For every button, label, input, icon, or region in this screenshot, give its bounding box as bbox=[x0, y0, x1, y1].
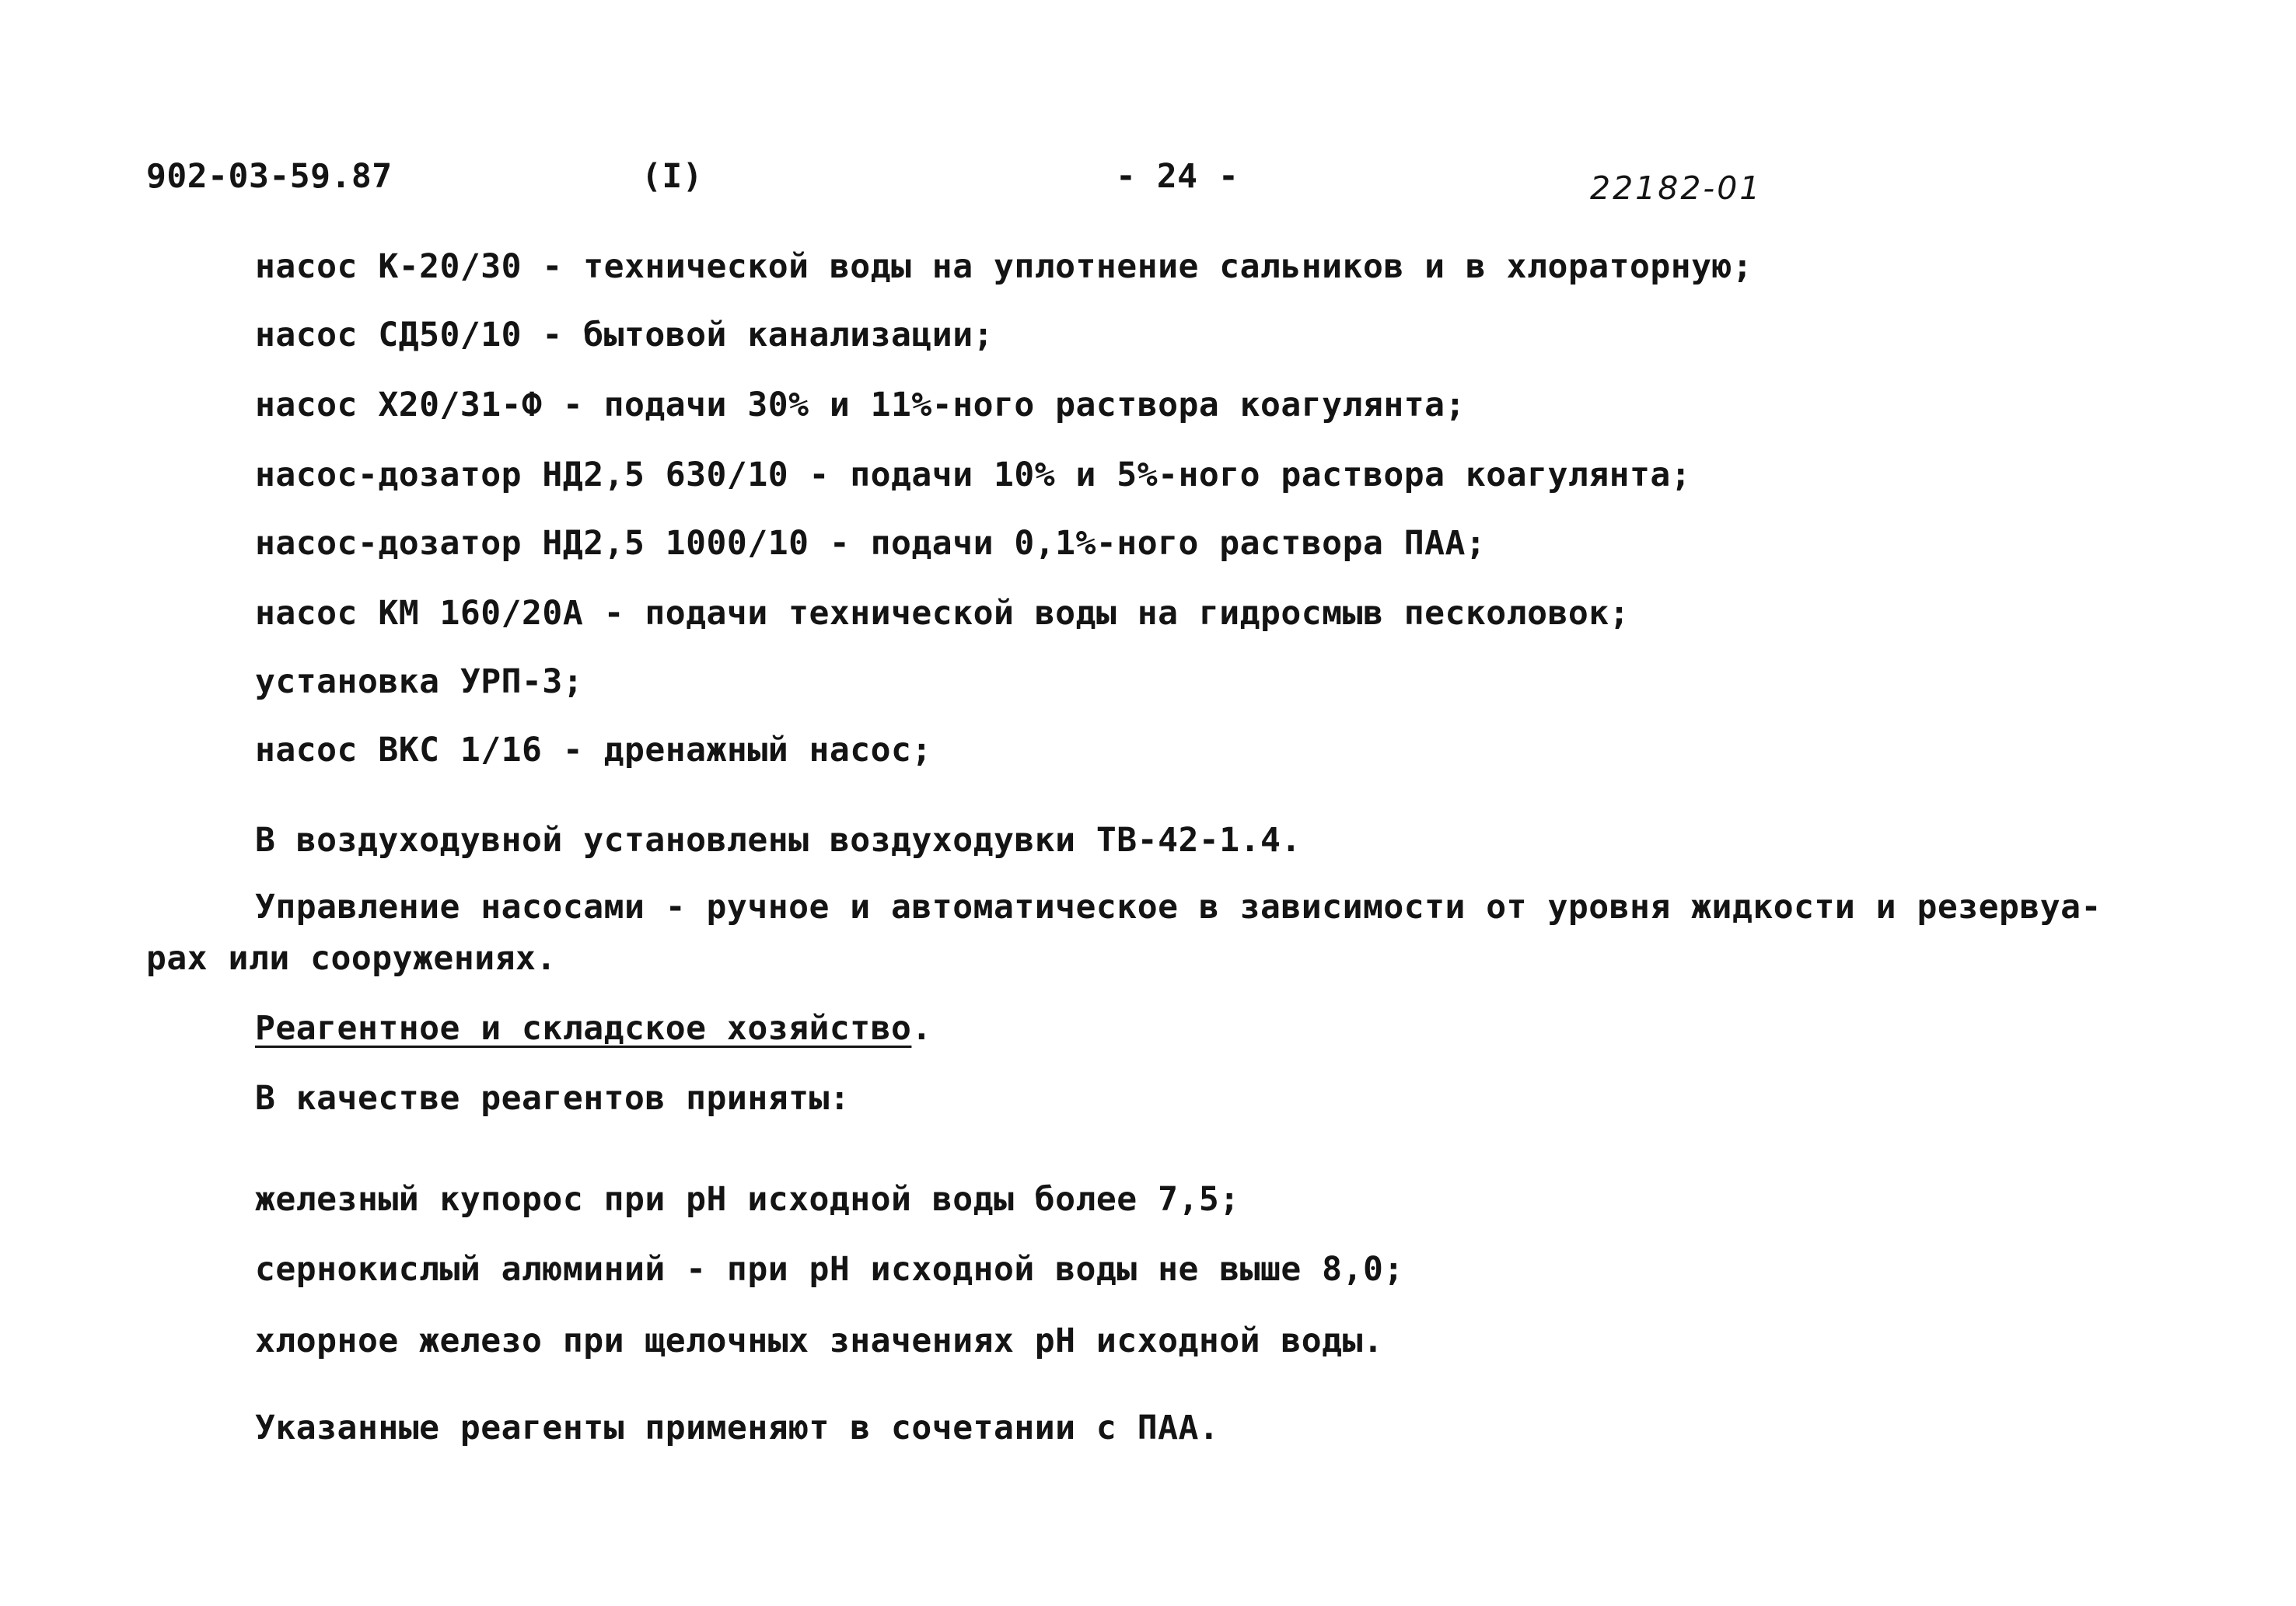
list-item: насос-дозатор НД2,5 630/10 - подачи 10% и 5%-ного раствора коагулянта; bbox=[255, 456, 1692, 494]
list-item: насос КМ 160/20А - подачи технической воды на гидросмыв песколовок; bbox=[255, 594, 1630, 633]
blower-paragraph: В воздуходувной установлены воздуходувки ТВ-42-1.4. bbox=[255, 821, 1302, 860]
control-paragraph-line1: Управление насосами - ручное и автоматическое в зависимости от уровня жидкости и резервуа- bbox=[255, 888, 2102, 927]
reagent-item: хлорное железо при щелочных значениях рН исходной воды. bbox=[255, 1321, 1384, 1360]
list-item: насос ВКС 1/16 - дренажный насос; bbox=[255, 731, 932, 770]
reagent-item: железный купорос при рН исходной воды более 7,5; bbox=[255, 1180, 1240, 1219]
closing-paragraph: Указанные реагенты применяют в сочетании с ПАА. bbox=[255, 1409, 1220, 1447]
document-code: 902-03-59.87 bbox=[146, 157, 393, 196]
section-heading-period: . bbox=[911, 1009, 932, 1048]
sheet-number: (I) bbox=[641, 157, 704, 196]
page-number: - 24 - bbox=[1116, 157, 1239, 196]
list-item: насос Х20/31-Ф - подачи 30% и 11%-ного раствора коагулянта; bbox=[255, 386, 1466, 424]
reagents-intro: В качестве реагентов приняты: bbox=[255, 1079, 851, 1118]
list-item: насос-дозатор НД2,5 1000/10 - подачи 0,1%-ного раствора ПАА; bbox=[255, 524, 1487, 563]
list-item: насос К-20/30 - технической воды на уплотнение сальников и в хлораторную; bbox=[255, 247, 1753, 286]
reagent-item: сернокислый алюминий - при рН исходной воды не выше 8,0; bbox=[255, 1250, 1404, 1289]
section-heading-text: Реагентное и складское хозяйство bbox=[255, 1009, 912, 1048]
list-item: установка УРП-3; bbox=[255, 662, 584, 701]
control-paragraph-line2: рах или сооружениях. bbox=[146, 939, 557, 978]
document-number: 22182-01 bbox=[1590, 169, 1763, 207]
list-item: насос СД50/10 - бытовой канализации; bbox=[255, 316, 994, 354]
section-heading bbox=[255, 1009, 932, 1048]
